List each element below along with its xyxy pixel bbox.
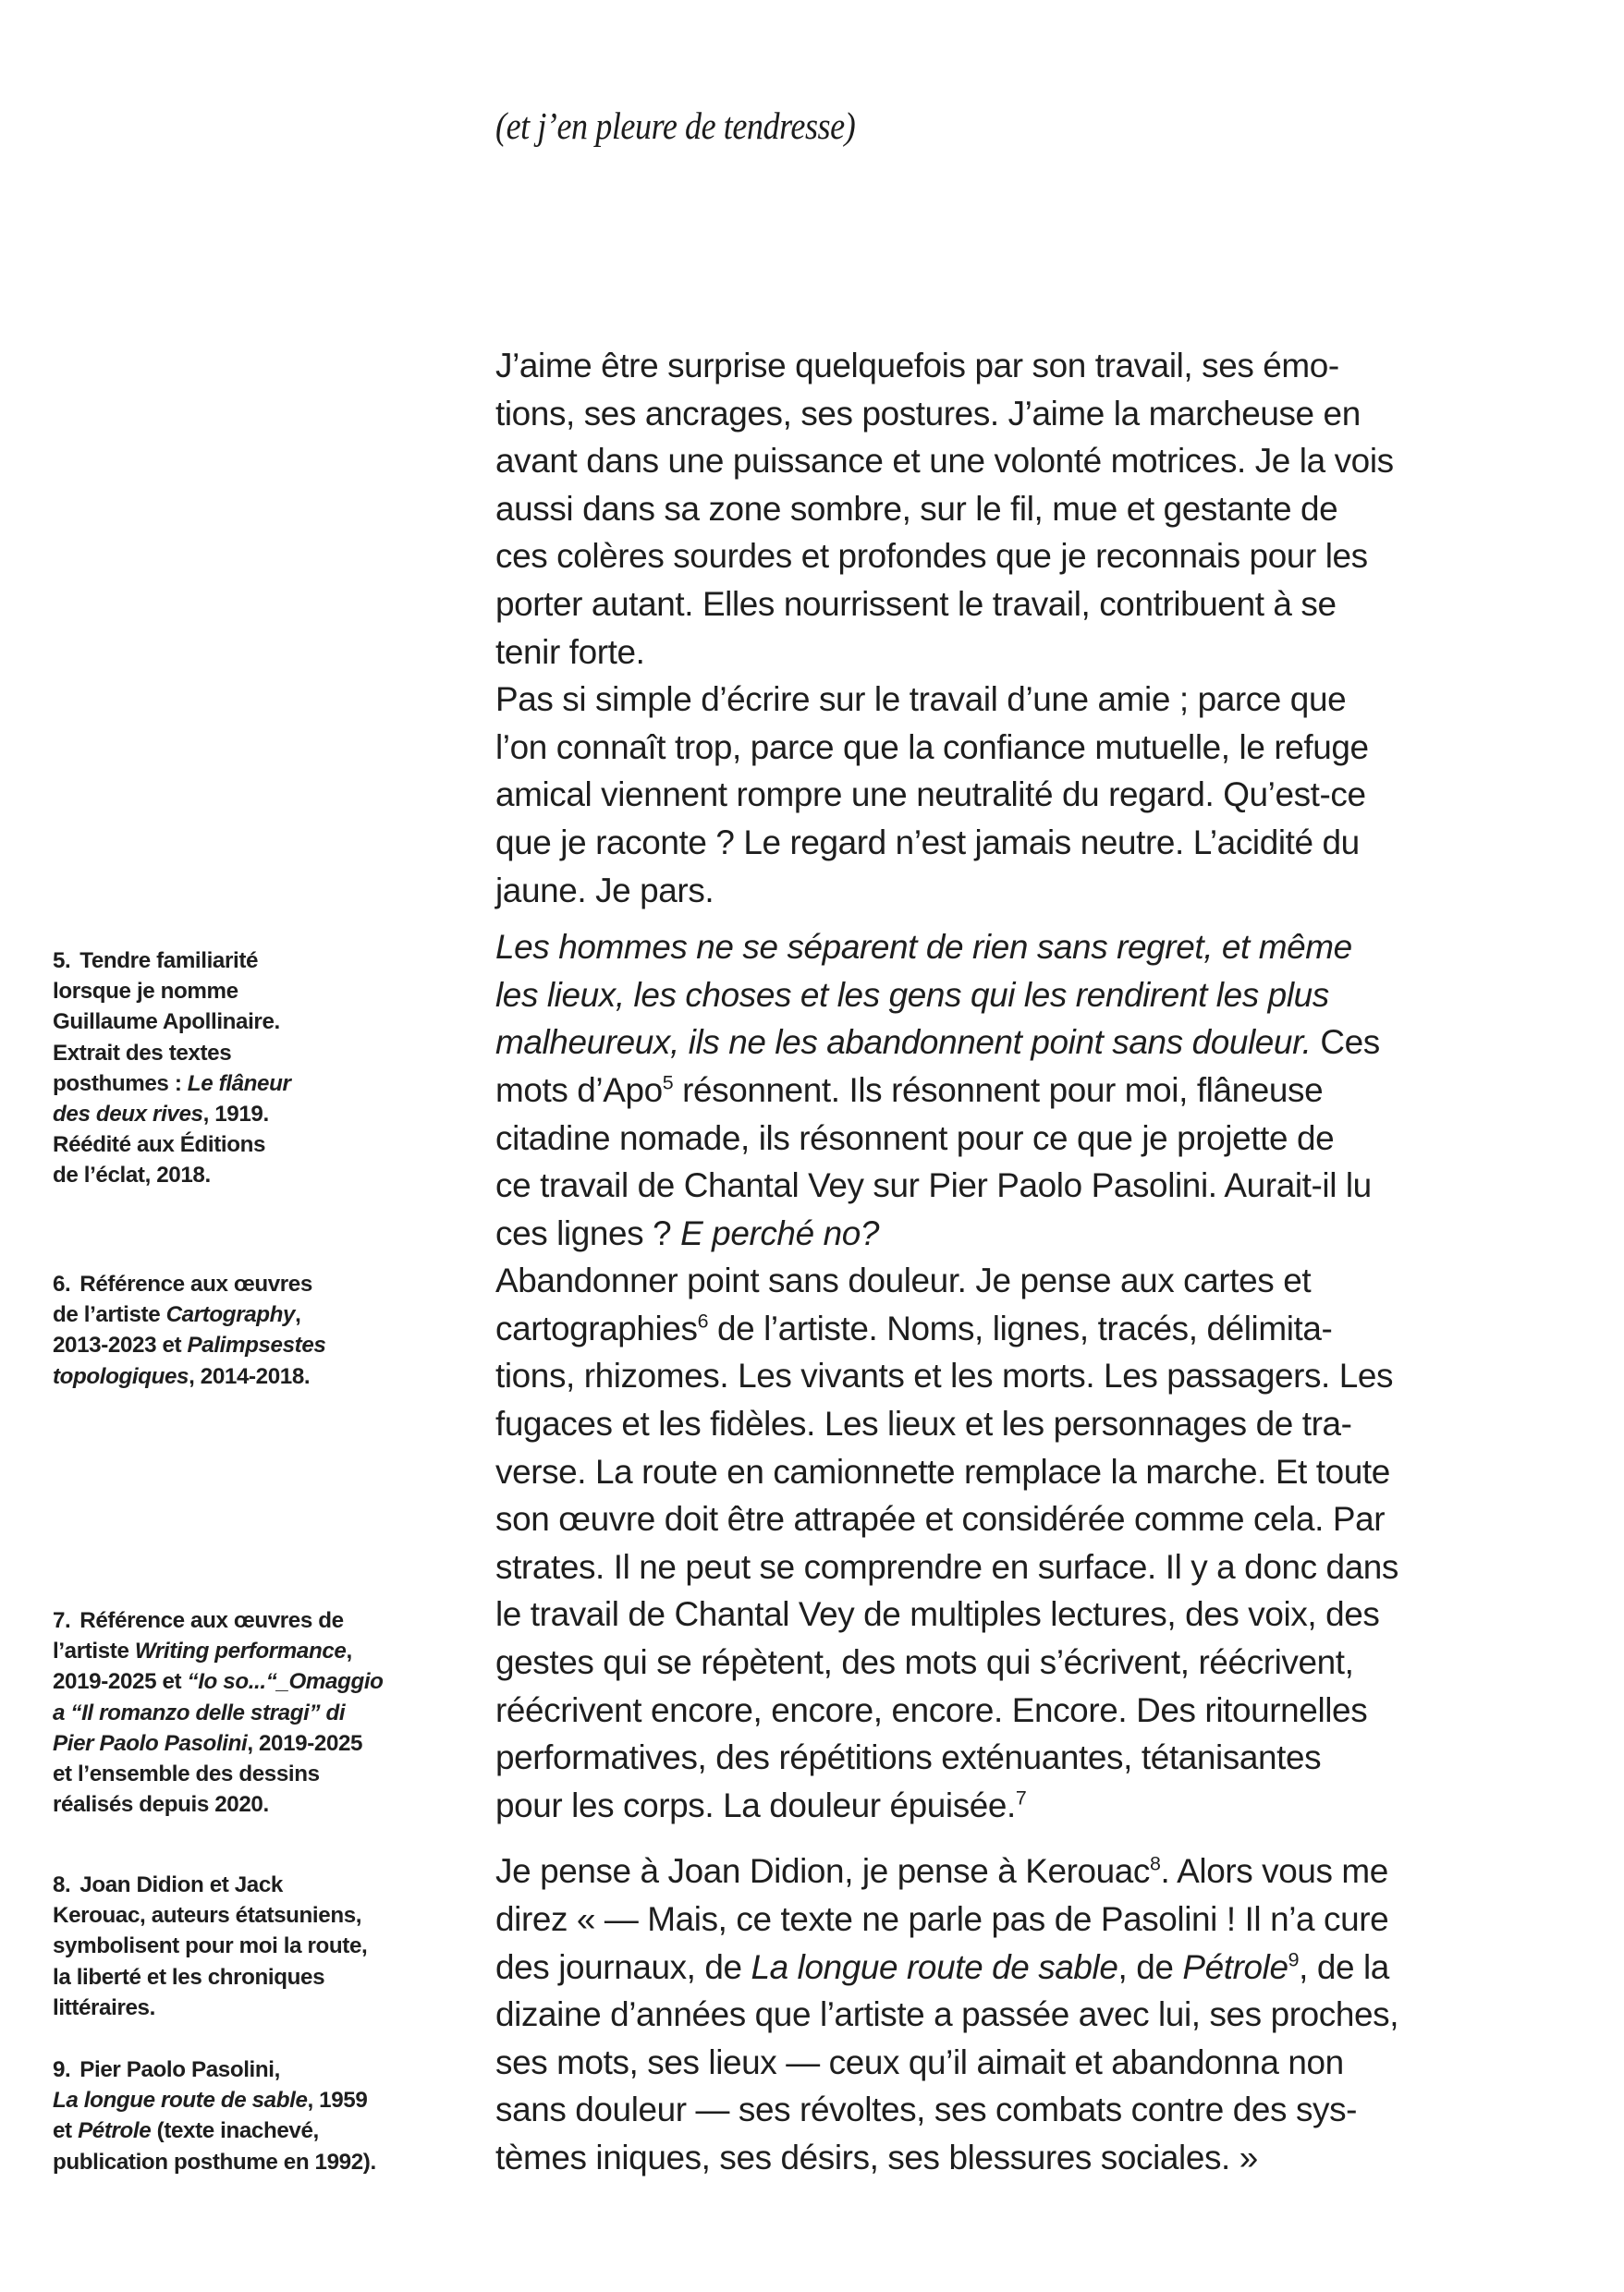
footnote-line [53, 1728, 418, 1759]
text-line: Abandonner point sans douleur. Je pense aux cartes et [495, 1262, 1312, 1300]
footnote-line: la liberté et les chroniques [53, 1964, 325, 1990]
footnote-line: réalisés depuis 2020. [53, 1792, 269, 1818]
text-line: amical viennent rompre une neutralité du regard. Qu’est-ce [495, 775, 1366, 814]
text-run: cartographies [495, 1309, 698, 1347]
quote-text: les lieux, les choses et les gens qui les rendirent les plus [495, 975, 1329, 1014]
text-line: sans douleur — ses révoltes, ses combats contre des sys- [495, 2091, 1358, 2129]
footnote-ref-8[interactable]: 8 [1149, 1853, 1161, 1876]
footnote-line [53, 2054, 418, 2085]
text-run: , de [1117, 1947, 1183, 1986]
footnote-text: Référence aux œuvres [79, 1272, 312, 1297]
paragraph-4 [495, 1257, 1494, 1829]
footnote-text: (texte inachevé, [151, 2118, 319, 2144]
text-line [495, 1210, 1492, 1258]
text-run: mots d’Apo [495, 1070, 663, 1109]
book-title: Pétrole [78, 2118, 152, 2144]
footnote-number: 8. [53, 1872, 71, 1897]
text-line: fugaces et les fidèles. Les lieux et les personnages de tra- [495, 1405, 1352, 1444]
footnote-line: de l’éclat, 2018. [53, 1163, 211, 1189]
footnote-text: 2019-2025 et [53, 1669, 188, 1695]
text-line: citadine nomade, ils résonnent pour ce que je projette de [495, 1118, 1335, 1157]
text-line: tions, rhizomes. Les vivants et les morts. Les passagers. Les [495, 1357, 1394, 1396]
footnote-line: publication posthume en 1992). [53, 2149, 376, 2175]
text-run: Ces [1311, 1023, 1380, 1062]
footnote-line: littéraires. [53, 1994, 155, 2020]
footnote-line [53, 1636, 418, 1666]
footnote-text: de l’artiste [53, 1302, 166, 1328]
footnote-text: , [295, 1302, 301, 1328]
footnote-line: et l’ensemble des dessins [53, 1762, 320, 1787]
text-line: Pas si simple d’écrire sur le travail d’une amie ; parce que [495, 680, 1347, 719]
text-run: . Alors vous me [1160, 1852, 1388, 1891]
footnote-text: Pier Paolo Pasolini, [79, 2057, 280, 2082]
italic-text: E perché no? [680, 1213, 879, 1252]
quote-line [495, 971, 1492, 1019]
text-line: l’on connaît trop, parce que la confiance mutuelle, le refuge [495, 727, 1369, 766]
text-run: , de la [1299, 1947, 1389, 1986]
text-line: réécrivent encore, encore, encore. Encore. Des ritournelles [495, 1690, 1368, 1729]
quote-text: malheureux, ils ne les abandonnent point sans douleur. [495, 1023, 1312, 1062]
footnote-text: posthumes : [53, 1070, 188, 1096]
footnote-line: Kerouac, auteurs étatsuniens, [53, 1903, 362, 1929]
paragraph-2 [495, 676, 1494, 914]
footnote-line [53, 945, 418, 976]
footnote-line [53, 2085, 418, 2115]
footnote-text: , 1959 [307, 2088, 368, 2114]
text-line: verse. La route en camionnette remplace la marche. Et toute [495, 1452, 1390, 1491]
footnote-number: 6. [53, 1272, 71, 1297]
text-line: tenir forte. [495, 632, 645, 671]
footnote-line [53, 2115, 418, 2146]
footnote-text: Référence aux œuvres de [79, 1608, 344, 1633]
footnote-line [53, 1698, 418, 1728]
paragraph-5 [495, 1847, 1494, 2181]
footnote-line: lorsque je nomme [53, 979, 238, 1005]
footnote-text: , 2014-2018. [189, 1363, 311, 1389]
text-run: ces lignes ? [495, 1213, 681, 1252]
footnote-line [53, 1605, 418, 1636]
footnote-ref-7[interactable]: 7 [1015, 1786, 1027, 1810]
work-title: Writing performance [134, 1639, 347, 1664]
text-line: son œuvre doit être attrapée et considérée comme cela. Par [495, 1500, 1386, 1539]
text-line: ces colères sourdes et profondes que je reconnais pour les [495, 537, 1368, 576]
paragraph-1 [495, 342, 1494, 676]
text-line: dizaine d’années que l’artiste a passée avec lui, ses proches, [495, 1995, 1399, 2034]
footnote-9 [53, 2054, 422, 2177]
footnote-text: , 1919. [202, 1102, 269, 1128]
footnote-line [53, 1269, 418, 1299]
work-title: “Io so...“_Omaggio [187, 1669, 384, 1695]
footnote-text: , [346, 1639, 352, 1664]
footnote-7 [53, 1605, 422, 1820]
work-title: Pier Paolo Pasolini [53, 1730, 248, 1756]
footnote-line: Guillaume Apollinaire. [53, 1009, 280, 1035]
text-line [495, 1782, 1492, 1830]
footnote-line [53, 1666, 418, 1697]
text-run: de l’artiste. Noms, lignes, tracés, délimita- [708, 1309, 1333, 1347]
footnote-line: Réédité aux Éditions [53, 1132, 266, 1158]
text-line: ses mots, ses lieux — ceux qu’il aimait et abandonna non [495, 2042, 1344, 2081]
text-line [495, 1067, 1492, 1115]
footnote-5 [53, 945, 422, 1191]
text-line: porter autant. Elles nourrissent le travail, contribuent à se [495, 584, 1337, 623]
book-title: La longue route de sable [53, 2088, 308, 2114]
text-line: aussi dans sa zone sombre, sur le fil, mue et gestante de [495, 489, 1338, 528]
footnote-line [53, 1330, 418, 1360]
footnote-text: et [53, 2118, 79, 2144]
footnote-line [53, 1099, 418, 1129]
text-line [495, 1847, 1492, 1896]
footnote-text: Joan Didion et Jack [79, 1872, 283, 1897]
book-title: Le flâneur [187, 1070, 291, 1096]
work-title: Palimpsestes [187, 1333, 326, 1359]
footnote-line [53, 1068, 418, 1099]
text-line: le travail de Chantal Vey de multiples lectures, des voix, des [495, 1595, 1380, 1634]
text-line: J’aime être surprise quelquefois par son travail, ses émo- [495, 347, 1339, 384]
footnote-line [53, 1870, 418, 1900]
book-title: des deux rives [53, 1102, 203, 1128]
footnote-6 [53, 1269, 422, 1392]
footnote-number: 5. [53, 948, 71, 973]
text-run: résonnent. Ils résonnent pour moi, flâneuse [673, 1070, 1324, 1109]
footnote-text: , 2019-2025 [247, 1730, 363, 1756]
footnote-line: Extrait des textes [53, 1040, 232, 1066]
text-line [495, 1018, 1492, 1067]
footnote-8 [53, 1870, 422, 2023]
footnote-ref-9[interactable]: 9 [1288, 1948, 1300, 1971]
footnote-text: 2013-2023 et [53, 1333, 188, 1359]
text-run: Je pense à Joan Didion, je pense à Kerouac [495, 1852, 1150, 1891]
paragraph-3-quote [495, 923, 1494, 1257]
footnote-text: Tendre familiarité [79, 948, 259, 973]
footnote-line [53, 1299, 418, 1330]
text-line: tèmes iniques, ses désirs, ses blessures sociales. » [495, 2138, 1258, 2176]
footnote-number: 7. [53, 1608, 71, 1633]
footnote-line [53, 1361, 418, 1392]
text-line: tions, ses ancrages, ses postures. J’aime la marcheuse en [495, 394, 1361, 433]
text-line: que je raconte ? Le regard n’est jamais neutre. L’acidité du [495, 823, 1360, 861]
text-line: strates. Il ne peut se comprendre en surface. Il y a donc dans [495, 1547, 1399, 1586]
quote-text: Les hommes ne se séparent de rien sans regret, et même [495, 928, 1352, 967]
work-title: Cartography [165, 1302, 296, 1328]
footnote-ref-6[interactable]: 6 [697, 1310, 709, 1333]
work-title: a “Il romanzo delle stragi” di [53, 1700, 346, 1725]
book-title: Pétrole [1182, 1947, 1288, 1986]
footnote-number: 9. [53, 2057, 71, 2082]
text-line: performatives, des répétitions exténuantes, tétanisantes [495, 1738, 1322, 1777]
text-line: jaune. Je pars. [495, 871, 714, 909]
footnote-text: l’artiste [53, 1639, 135, 1664]
text-line [495, 1944, 1492, 1992]
text-line: direz « — Mais, ce texte ne parle pas de Pasolini ! Il n’a cure [495, 1900, 1389, 1938]
text-run: des journaux, de [495, 1947, 751, 1986]
footnote-line: symbolisent pour moi la route, [53, 1933, 368, 1959]
footnote-ref-5[interactable]: 5 [662, 1071, 674, 1094]
quote-line [495, 923, 1492, 971]
book-title: La longue route de sable [751, 1947, 1118, 1986]
work-title: topologiques [53, 1363, 189, 1389]
main-text-column [495, 342, 1494, 2182]
text-line [495, 1305, 1492, 1353]
text-line: gestes qui se répètent, des mots qui s’écrivent, réécrivent, [495, 1643, 1354, 1682]
text-line: avant dans une puissance et une volonté motrices. Je la vois [495, 442, 1394, 481]
text-line: ce travail de Chantal Vey sur Pier Paolo Pasolini. Aurait-il lu [495, 1166, 1372, 1205]
epigraph-heading: (et j’en pleure de tendresse) [495, 104, 856, 147]
text-run: pour les corps. La douleur épuisée. [495, 1786, 1016, 1824]
